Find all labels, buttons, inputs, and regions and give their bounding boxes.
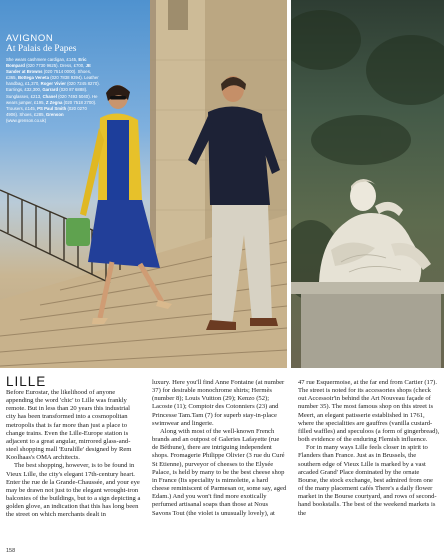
credit-text: (020 7838 9394). Leather handbag, £1,370, — [6, 75, 99, 87]
credit-brand: Chanel — [42, 93, 57, 99]
credit-text: (020 7493 5040). He wears jumper, £195, — [6, 93, 98, 105]
page-number: 158 — [6, 548, 16, 554]
credit-brand: Garrard — [42, 87, 59, 93]
article-paragraph: Before Eurostar, the likelihood of anyone appending the word 'chic' to Lille was frankly remote. But in less than 20 years this industrial city has been transformed into a cosmopolitan metropolis that is far more than just a place to change trains. Even the Lille-Europe station is adjacent to a great angular, mirrored glass-and-steel shopping mall 'Euralille' designed by Rem Koolhaas's OMA architects. — [6, 389, 132, 462]
statue-photo — [291, 0, 444, 368]
caption-city: AVIGNON — [6, 33, 54, 44]
credit-text: (020 7514 0000). Shoes, £365, — [6, 69, 92, 81]
article-column-2 — [152, 379, 287, 518]
credit-brand: JE Sander at Browns — [6, 63, 91, 75]
credit-text: (020 0270 4906). Shoes, £285, — [6, 105, 87, 117]
photo-caption — [6, 34, 100, 124]
article-column-1 — [6, 389, 141, 520]
main-photo — [0, 0, 287, 368]
article-paragraph: Along with most of the well-known French brands and an outpost of Galeries Lafayette (rue de Béthune), there are intriguing independent shops. Fromagerie Philippe Olivier (3 rue du Curé St Etienne), purveyor of cheeses to the Elysée Palace, is held by many to be the best cheese shop in France (Its speciality is mimolette, a hard cheese reminiscent of Parmesan or, some say, aged Edam.) And you won't find more exotically perfumed artisanal soaps than those at Nous Savons Tout (the violet is unusually lovely), at — [152, 427, 287, 517]
article-paragraph: For in many ways Lille feels closer in spirit to Flanders than France. Just as in Brussels, the southern edge of Vieux Lille is marked by a vast arcaded Grand' Place dominated by the ornate Bourse, the stock exchange, best admired from one of the many placement cafés There's a daily flower market in the Bourse courtyard, and rows of second-hand bookstalls. The best of the weekend markets is the — [298, 444, 437, 517]
article-paragraph: 47 rue Esquermoise, at the far end from Cartier (17). The street is noted for its accessories shops (check out Accessoir'in behind the Art Nouveau façade of number 35). The most famous shop on this street is Meert, an elegant patisserie established in 1761, where the specialities are gauffres (vanilla custard-filled waffles) and speculoos (a form of gingerbread), both evidence of the enduring Flemish influence. — [298, 379, 440, 444]
article-column-3 — [298, 379, 440, 518]
caption-credits — [6, 57, 100, 124]
statue-image — [291, 0, 444, 368]
credit-brand: Roger Vivier — [40, 81, 66, 87]
article-paragraph: The best shopping, however, is to be found in Vieux Lille, the city's elegant 17th-century heart. Enter the rue de la Grande-Chaussée, and your eye may be drawn not just to the elegant wrought-iron balconies of the buildings, but to a sign depicting a golden glove, an indication that this has long been the street on which merchants dealt in — [6, 462, 141, 519]
credit-text: She wears cashmere cardigan, £145, — [6, 57, 79, 62]
credit-text: (020 7730 9625). Dress, £700, — [24, 63, 86, 69]
credit-brand: Z Zegna — [45, 99, 63, 105]
credit-text: (020 7245 8270). Earrings, £32,300, — [6, 81, 100, 93]
caption-place: At Palais de Papes — [6, 44, 77, 54]
credit-text: (020 7518 2700). Trousers, £145, — [6, 99, 97, 111]
credit-brand: Grenson — [45, 111, 64, 117]
credit-brand: PS Paul Smith — [37, 105, 67, 111]
green-handbag — [66, 218, 90, 246]
credit-brand: Eric Bompard — [6, 57, 87, 69]
article-paragraph: luxury. Here you'll find Anne Fontaine (at number 37) for desirable monochrome shirts; Hermès (number 8); Louis Vuitton (29); Kenzo (52); Lacoste (11); Comptoir des Cotonniers (23) and Princesse Tam.Tam (7) for superb stay-in-place swimwear and lingerie. — [152, 379, 285, 427]
credit-text: (020 87 6888). Sunglasses, £213, — [6, 87, 88, 99]
section-heading: LILLE — [6, 374, 47, 389]
credit-text: (www.grenson.co.uk) — [6, 117, 47, 123]
credit-brand: Bottega Veneta — [17, 75, 49, 81]
